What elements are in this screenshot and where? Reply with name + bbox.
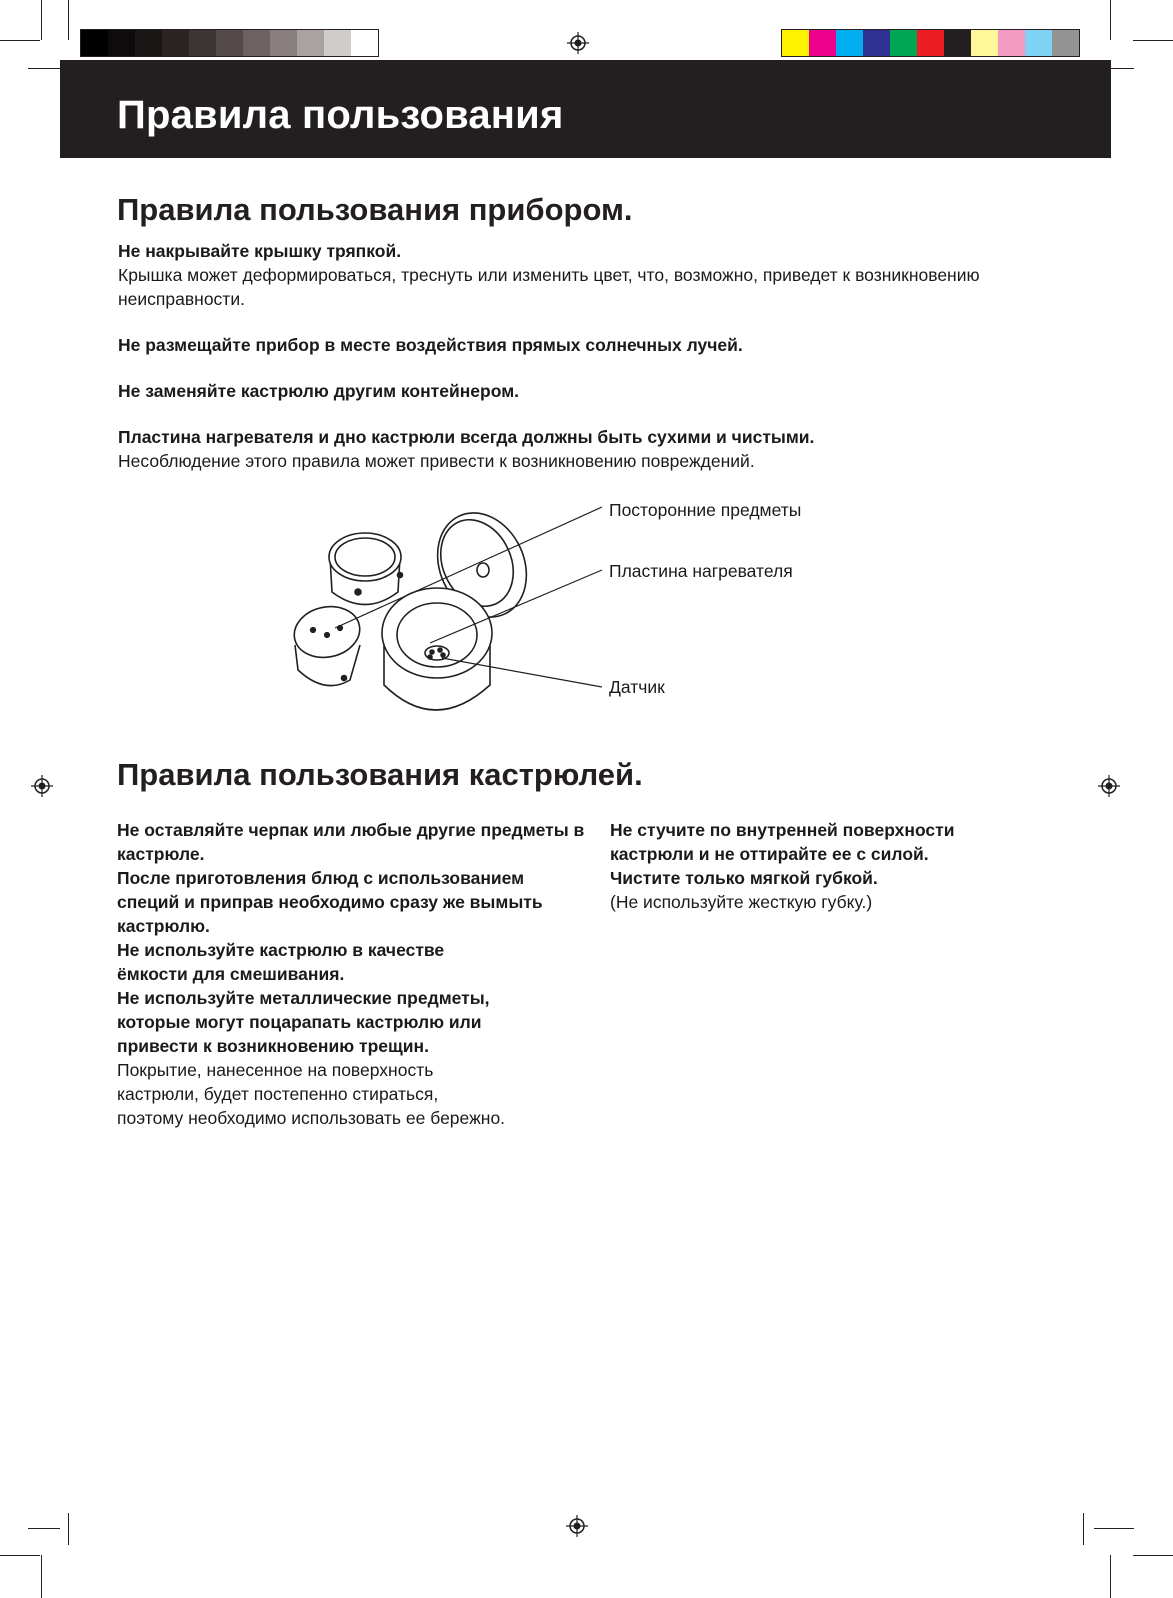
rule-heading: Не заменяйте кастрюлю другим контейнером. <box>118 381 519 401</box>
pot-rules-left <box>117 818 587 1130</box>
rule-heading: Не используйте кастрюлю в качестве ёмкости для смешивания. <box>117 940 445 984</box>
gray-calibration-bar <box>80 29 379 57</box>
color-swatch <box>324 30 351 56</box>
color-swatch <box>297 30 324 56</box>
rule-heading: Чистите только мягкой губкой. <box>610 868 878 888</box>
rule-heading: Не используйте металлические предметы, которые могут поцарапать кастрюлю или привести к возникновению трещин. <box>117 988 490 1056</box>
rule-heading: Пластина нагревателя и дно кастрюли всегда должны быть сухими и чистыми. <box>118 427 815 447</box>
color-swatch <box>243 30 270 56</box>
label-foreign-objects: Посторонние предметы <box>609 500 802 520</box>
color-swatch <box>917 30 944 56</box>
cooker-body-illustration <box>382 588 492 710</box>
color-swatch <box>809 30 836 56</box>
rule-heading: Не оставляйте черпак или любые другие предметы в кастрюле. <box>117 820 585 864</box>
rule-text: Несоблюдение этого правила может привести к возникновению повреждений. <box>118 451 755 471</box>
color-calibration-bar <box>781 29 1080 57</box>
color-swatch <box>270 30 297 56</box>
color-swatch <box>890 30 917 56</box>
rice-cooker-diagram <box>280 495 620 730</box>
rule-item <box>118 379 1058 403</box>
crop-mark <box>1133 40 1173 41</box>
crop-mark <box>1133 1555 1173 1556</box>
crop-mark <box>1110 0 1111 40</box>
registration-mark-icon <box>566 1515 588 1537</box>
color-swatch <box>863 30 890 56</box>
crop-mark <box>68 0 69 40</box>
rule-item <box>118 239 1058 311</box>
crop-mark <box>68 1513 69 1545</box>
color-swatch <box>81 30 108 56</box>
registration-mark-icon <box>1098 775 1120 797</box>
rule-heading: Не накрывайте крышку тряпкой. <box>118 241 402 261</box>
measuring-cup-illustration <box>329 533 403 605</box>
registration-mark-icon <box>567 32 589 54</box>
crop-mark <box>28 68 60 69</box>
page-title: Правила пользования <box>117 93 564 137</box>
rule-item <box>118 333 1058 357</box>
rule-text: Покрытие, нанесенное на поверхность кастрюли, будет постепенно стираться, поэтому необходимо использовать ее бережно. <box>117 1060 506 1128</box>
color-swatch <box>1052 30 1079 56</box>
header-bar <box>60 60 1111 158</box>
inner-pot-illustration <box>290 601 365 686</box>
rule-heading: Не стучите по внутренней поверхности кастрюли и не оттирайте ее с силой. <box>610 820 955 864</box>
color-swatch <box>782 30 809 56</box>
crop-mark <box>41 1555 42 1598</box>
section-title-pot: Правила пользования кастрюлей. <box>117 757 643 792</box>
color-swatch <box>189 30 216 56</box>
color-swatch <box>135 30 162 56</box>
color-swatch <box>1025 30 1052 56</box>
color-swatch <box>162 30 189 56</box>
crop-mark <box>1110 1555 1111 1598</box>
pot-rules-right <box>610 818 1010 914</box>
registration-mark-icon <box>31 775 53 797</box>
crop-mark <box>1094 1528 1134 1529</box>
crop-mark <box>0 40 40 41</box>
appliance-rules <box>118 239 1058 495</box>
section-title-appliance: Правила пользования прибором. <box>117 192 633 227</box>
color-swatch <box>998 30 1025 56</box>
rule-item <box>118 425 1058 473</box>
rule-text: Крышка может деформироваться, треснуть или изменить цвет, что, возможно, приведет к возникновению неисправности. <box>118 265 980 309</box>
crop-mark <box>0 1555 40 1556</box>
rule-text: (Не используйте жесткую губку.) <box>610 892 873 912</box>
label-heater-plate: Пластина нагревателя <box>609 561 793 581</box>
color-swatch <box>216 30 243 56</box>
color-swatch <box>836 30 863 56</box>
color-swatch <box>108 30 135 56</box>
crop-mark <box>28 1528 60 1529</box>
rule-heading: Не размещайте прибор в месте воздействия прямых солнечных лучей. <box>118 335 743 355</box>
crop-mark <box>1083 1513 1084 1545</box>
crop-mark <box>41 0 42 40</box>
rule-heading: После приготовления блюд с использованием специй и приправ необходимо сразу же вымыть кастрюлю. <box>117 868 543 936</box>
color-swatch <box>944 30 971 56</box>
color-swatch <box>351 30 378 56</box>
color-swatch <box>971 30 998 56</box>
label-sensor: Датчик <box>609 677 665 697</box>
